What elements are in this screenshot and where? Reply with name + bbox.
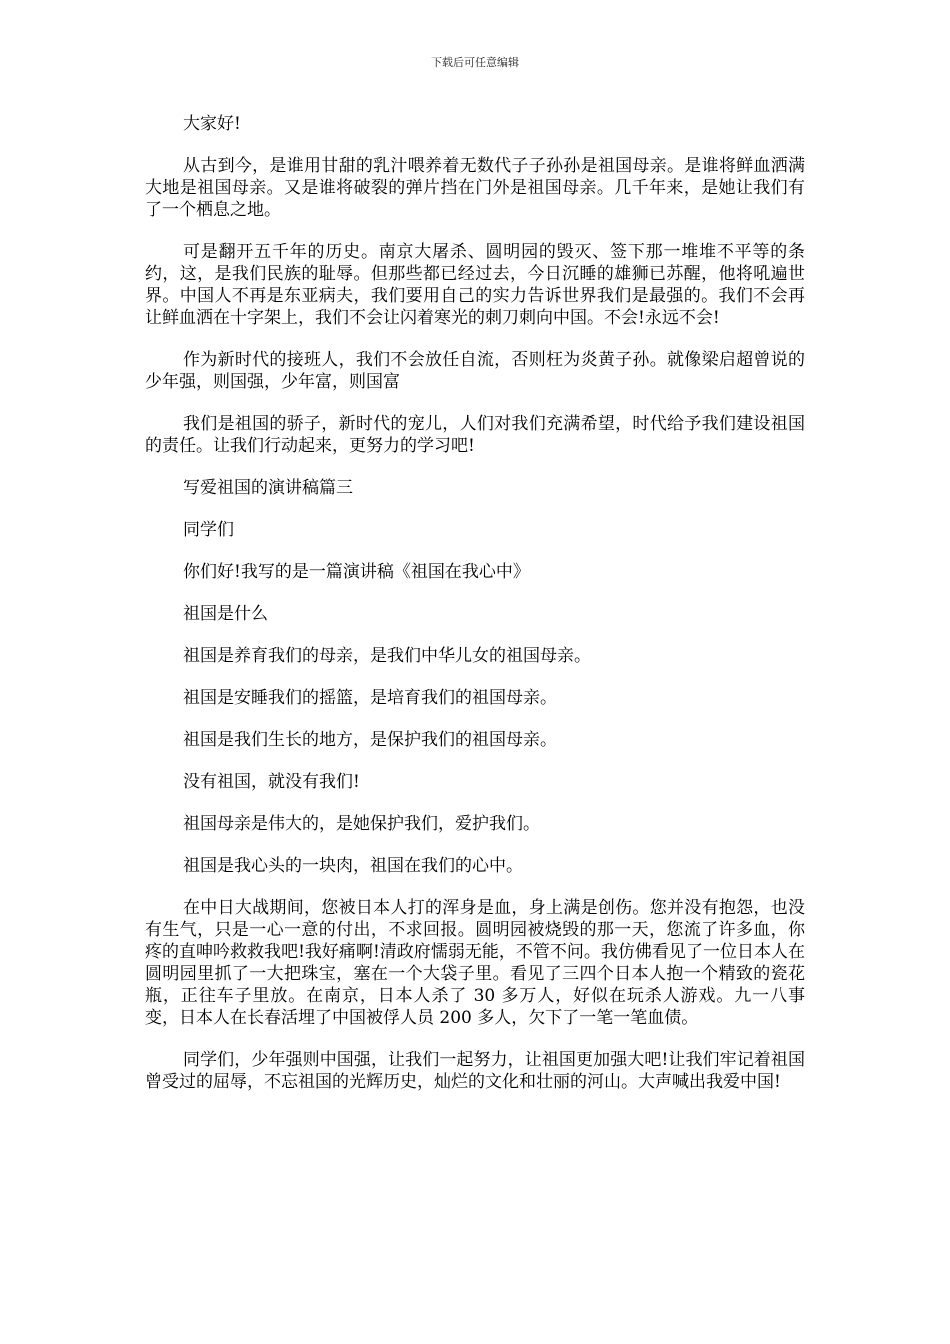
paragraph: 我们是祖国的骄子，新时代的宠儿，人们对我们充满希望，时代给予我们建设祖国的责任。让我们行动起来，更努力的学习吧! [145,414,805,456]
paragraph: 从古到今，是谁用甘甜的乳汁喂养着无数代子子孙孙是祖国母亲。是谁将鲜血洒满大地是祖国母亲。又是谁将破裂的弹片挡在门外是祖国母亲。几千年来，是她让我们有了一个栖息之地。 [145,156,805,220]
paragraph: 没有祖国，就没有我们! [183,772,360,792]
paragraph: 祖国是安睡我们的摇篮，是培育我们的祖国母亲。 [183,688,557,708]
paragraph: 祖国是我心头的一块肉，祖国在我们的心中。 [183,856,523,876]
paragraph: 同学们，少年强则中国强，让我们一起努力，让祖国更加强大吧!让我们牢记着祖国曾受过的屈辱，不忘祖国的光辉历史，灿烂的文化和壮丽的河山。大声喊出我爱中国! [145,1050,805,1092]
paragraph: 祖国母亲是伟大的，是她保护我们，爱护我们。 [183,814,540,834]
paragraph: 作为新时代的接班人，我们不会放任自流，否则枉为炎黄子孙。就像梁启超曾说的少年强，则国强，少年富，则国富 [145,350,805,392]
paragraph: 祖国是我们生长的地方，是保护我们的祖国母亲。 [183,730,557,750]
paragraph: 祖国是什么 [183,604,268,624]
paragraph: 祖国是养育我们的母亲，是我们中华儿女的祖国母亲。 [183,646,591,666]
paragraph-salutation: 同学们 [183,520,234,540]
paragraph: 在中日大战期间，您被日本人打的浑身是血，身上满是创伤。您并没有抱怨，也没有生气，只是一心一意的付出，不求回报。圆明园被烧毁的那一天，您流了许多血，你疼的直呻吟救救我吧!我好痛啊!清政府懦弱无能，不管不问。我仿佛看见了一位日本人在圆明园里抓了一大把珠宝，塞在一个大袋子里。看见了三四个日本人抱一个精致的瓷花瓶，正往车子里放。在南京，日本人杀了 30 多万人，好似在玩杀人游戏。九一八事变，日本人在长春活埋了中国被俘人员 200 多人，欠下了一笔一笔血债。 [145,898,805,1028]
page-header: 下载后可任意编辑 [431,56,519,69]
paragraph: 可是翻开五千年的历史。南京大屠杀、圆明园的毁灭、签下那一堆堆不平等的条约，这，是我们民族的耻辱。但那些都已经过去，今日沉睡的雄狮已苏醒，他将吼遍世界。中国人不再是东亚病夫，我们要用自己的实力告诉世界我们是最强的。我们不会再让鲜血洒在十字架上，我们不会让闪着寒光的刺刀刺向中国。不会!永远不会! [145,242,805,328]
paragraph-greeting: 大家好! [183,114,241,134]
document-body [145,113,805,1113]
paragraph: 你们好!我写的是一篇演讲稿《祖国在我心中》 [183,562,530,582]
section-heading: 写爱祖国的演讲稿篇三 [183,478,353,498]
